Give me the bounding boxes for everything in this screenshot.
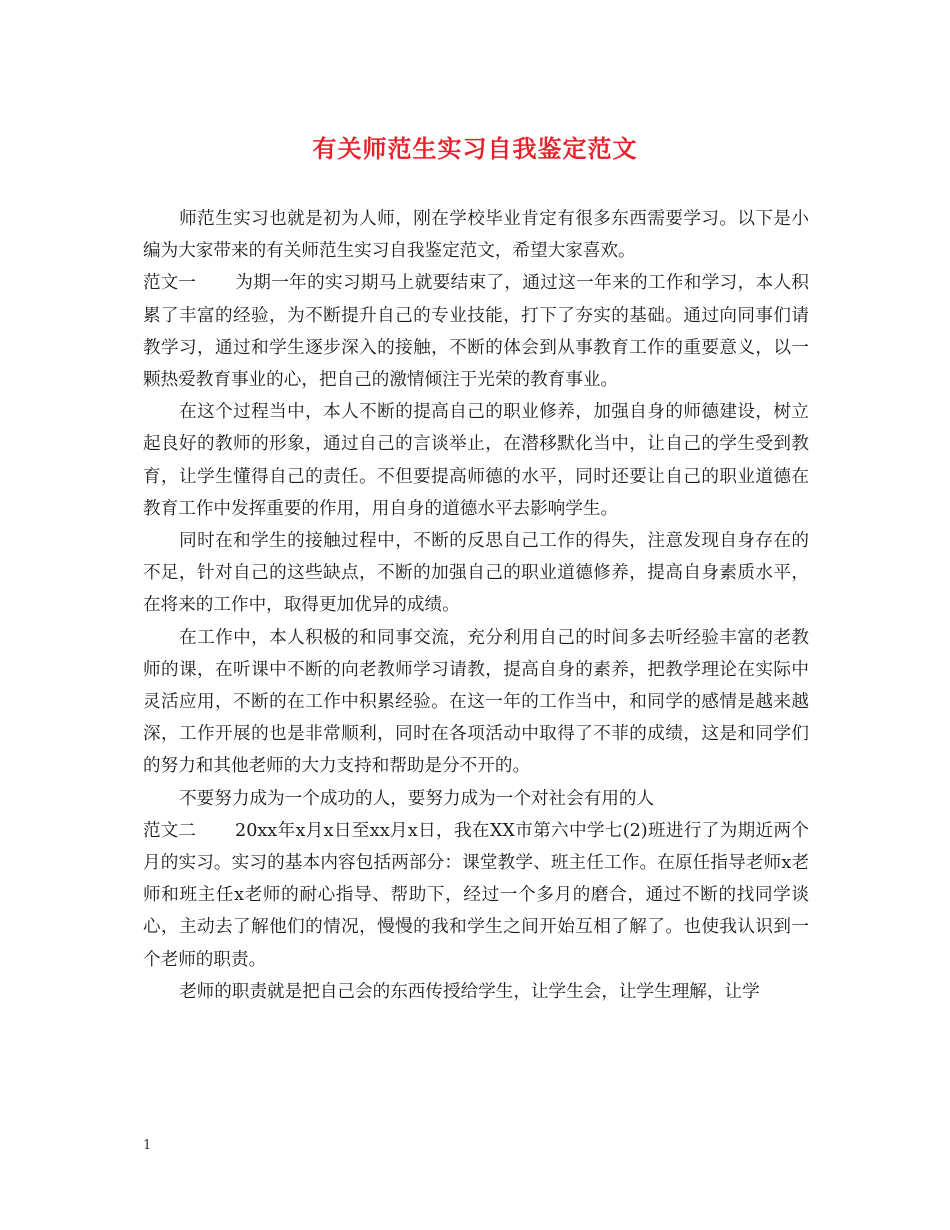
page-number: 1 bbox=[143, 1138, 152, 1153]
essay1-paragraph-5: 不要努力成为一个成功的人，要努力成为一个对社会有用的人 bbox=[179, 788, 655, 809]
document-body bbox=[143, 203, 809, 1008]
essay1-paragraph-3: 同时在和学生的接触过程中，不断的反思自己工作的得失，注意发现自身存在的不足，针对自己的这些缺点，不断的加强自己的职业道德修养，提高自身素质水平，在将来的工作中，取得更加优异的成绩。 bbox=[143, 531, 809, 616]
essay2-label: 范文二 bbox=[143, 820, 196, 841]
intro-paragraph: 师范生实习也就是初为人师，刚在学校毕业肯定有很多东西需要学习。以下是小编为大家带来的有关师范生实习自我鉴定范文，希望大家喜欢。 bbox=[143, 209, 809, 262]
document-title: 有关师范生实习自我鉴定范文 bbox=[312, 134, 638, 163]
essay1-label: 范文一 bbox=[143, 273, 196, 294]
essay1-first-paragraph bbox=[143, 267, 809, 396]
essay1-first-text: 为期一年的实习期马上就要结束了，通过这一年来的工作和学习，本人积累了丰富的经验，为不断提升自己的专业技能，打下了夯实的基础。通过向同事们请教学习，通过和学生逐步深入的接触，不断的体会到从事教育工作的重要意义，以一颗热爱教育事业的心，把自己的激情倾注于光荣的教育事业。 bbox=[143, 273, 809, 391]
essay2-first-text: 20xx年x月x日至xx月x日，我在XX市第六中学七(2)班进行了为期近两个月的实习。实习的基本内容包括两部分：课堂教学、班主任工作。在原任指导老师x老师和班主任x老师的耐心指导、帮助下，经过一个多月的磨合，通过不断的找同学谈心，主动去了解他们的情况，慢慢的我和学生之间开始互相了解了。也使我认识到一个老师的职责。 bbox=[143, 820, 809, 970]
essay1-paragraph-2: 在这个过程当中，本人不断的提高自己的职业修养，加强自身的师德建设，树立起良好的教师的形象，通过自己的言谈举止，在潜移默化当中，让自己的学生受到教育，让学生懂得自己的责任。不但要提高师德的水平，同时还要让自己的职业道德在教育工作中发挥重要的作用，用自身的道德水平去影响学生。 bbox=[143, 402, 809, 519]
essay2-first-paragraph bbox=[143, 815, 809, 976]
essay1-paragraph-4: 在工作中，本人积极的和同事交流，充分利用自己的时间多去听经验丰富的老教师的课，在听课中不断的向老教师学习请教，提高自身的素养，把教学理论在实际中灵活应用，不断的在工作中积累经验。在这一年的工作当中，和同学的感情是越来越深，工作开展的也是非常顺利，同时在各项活动中取得了不菲的成绩，这是和同学们的努力和其他老师的大力支持和帮助是分不开的。 bbox=[143, 627, 809, 777]
essay2-paragraph-2: 老师的职责就是把自己会的东西传授给学生，让学生会，让学生理解，让学 bbox=[179, 981, 760, 1002]
